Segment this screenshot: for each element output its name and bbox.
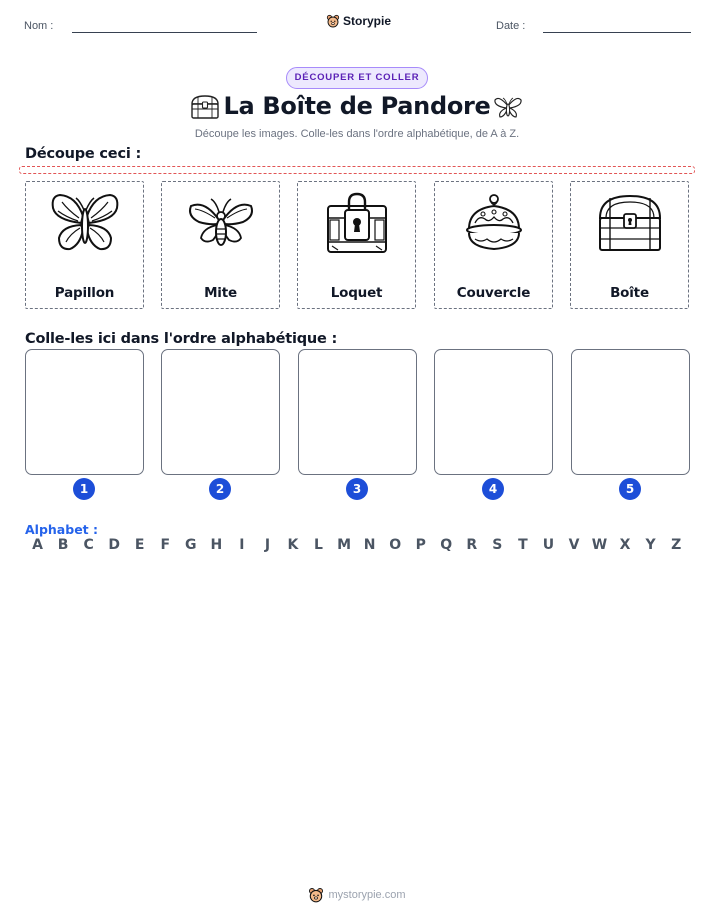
paste-box-5[interactable] [571, 349, 690, 475]
footer-site: mystorypie.com [328, 889, 406, 901]
alphabet-letter: R [466, 537, 478, 553]
latch-icon [324, 192, 390, 256]
alphabet-letter: K [287, 537, 299, 553]
alphabet-letter: H [210, 537, 223, 553]
cut-line [19, 166, 695, 174]
brand-name: Storypie [343, 14, 392, 28]
slot-number-1: 1 [73, 478, 95, 500]
alphabet-letter: O [389, 537, 402, 553]
alphabet-letter: Z [671, 537, 682, 553]
cut-section-heading: Découpe ceci : [25, 146, 142, 162]
alphabet-letter: X [619, 537, 631, 553]
slot-number-2: 2 [209, 478, 231, 500]
alphabet-letter: V [568, 537, 580, 553]
cut-card-loquet[interactable] [297, 181, 416, 309]
bear-icon [326, 14, 340, 28]
cut-card-couvercle[interactable] [434, 181, 553, 309]
alphabet-letter: C [83, 537, 94, 553]
slot-number-5: 5 [619, 478, 641, 500]
alphabet-letter: M [337, 537, 352, 553]
paste-box-2[interactable] [161, 349, 280, 475]
paste-box-1[interactable] [25, 349, 144, 475]
card-label: Loquet [330, 285, 383, 301]
paste-box-3[interactable] [298, 349, 417, 475]
alphabet-letter: B [57, 537, 69, 553]
moth-icon [492, 93, 524, 121]
instructions: Découpe les images. Colle-les dans l'ordre alphabétique, de A à Z. [194, 128, 520, 140]
alphabet-letter: Y [645, 537, 656, 553]
alphabet-letter: E [134, 537, 145, 553]
alphabet-letter: D [108, 537, 120, 553]
name-label: Nom : [24, 20, 54, 32]
lid-icon [461, 193, 527, 255]
alphabet-label: Alphabet : [25, 522, 98, 537]
alphabet-letter: W [591, 537, 608, 553]
name-field-line[interactable] [72, 32, 257, 33]
brand-logo [326, 14, 391, 28]
paste-box-4[interactable] [434, 349, 553, 475]
cut-card-boite[interactable] [570, 181, 689, 309]
date-field-line[interactable] [543, 32, 691, 33]
slot-number-4: 4 [482, 478, 504, 500]
slot-number-3: 3 [346, 478, 368, 500]
card-label: Mite [204, 285, 237, 301]
page-title: La Boîte de Pandore [223, 92, 491, 120]
alphabet-letter: F [160, 537, 171, 553]
worksheet-header [0, 0, 714, 50]
alphabet-letter: P [415, 537, 426, 553]
alphabet-row [25, 537, 689, 553]
card-label: Papillon [54, 285, 115, 301]
alphabet-letter: A [32, 537, 43, 553]
alphabet-letter: I [239, 537, 245, 553]
cut-card-papillon[interactable] [25, 181, 144, 309]
cut-card-mite[interactable] [161, 181, 280, 309]
activity-badge: DÉCOUPER ET COLLER [286, 67, 428, 89]
paste-section-heading: Colle-les ici dans l'ordre alphabétique : [25, 331, 338, 347]
alphabet-letter: G [185, 537, 197, 553]
treasure-box-icon [596, 192, 664, 256]
card-label: Couvercle [456, 285, 531, 301]
alphabet-letter: L [314, 537, 323, 553]
bear-icon [308, 887, 324, 903]
alphabet-letter: S [492, 537, 503, 553]
alphabet-letter: T [518, 537, 528, 553]
alphabet-letter: N [363, 537, 376, 553]
alphabet-letter: J [264, 537, 271, 553]
date-label: Date : [496, 20, 526, 32]
butterfly-icon [50, 192, 120, 256]
alphabet-letter: Q [440, 537, 453, 553]
moth-icon [185, 194, 257, 254]
footer [0, 887, 714, 903]
card-label: Boîte [610, 285, 649, 301]
alphabet-letter: U [542, 537, 555, 553]
